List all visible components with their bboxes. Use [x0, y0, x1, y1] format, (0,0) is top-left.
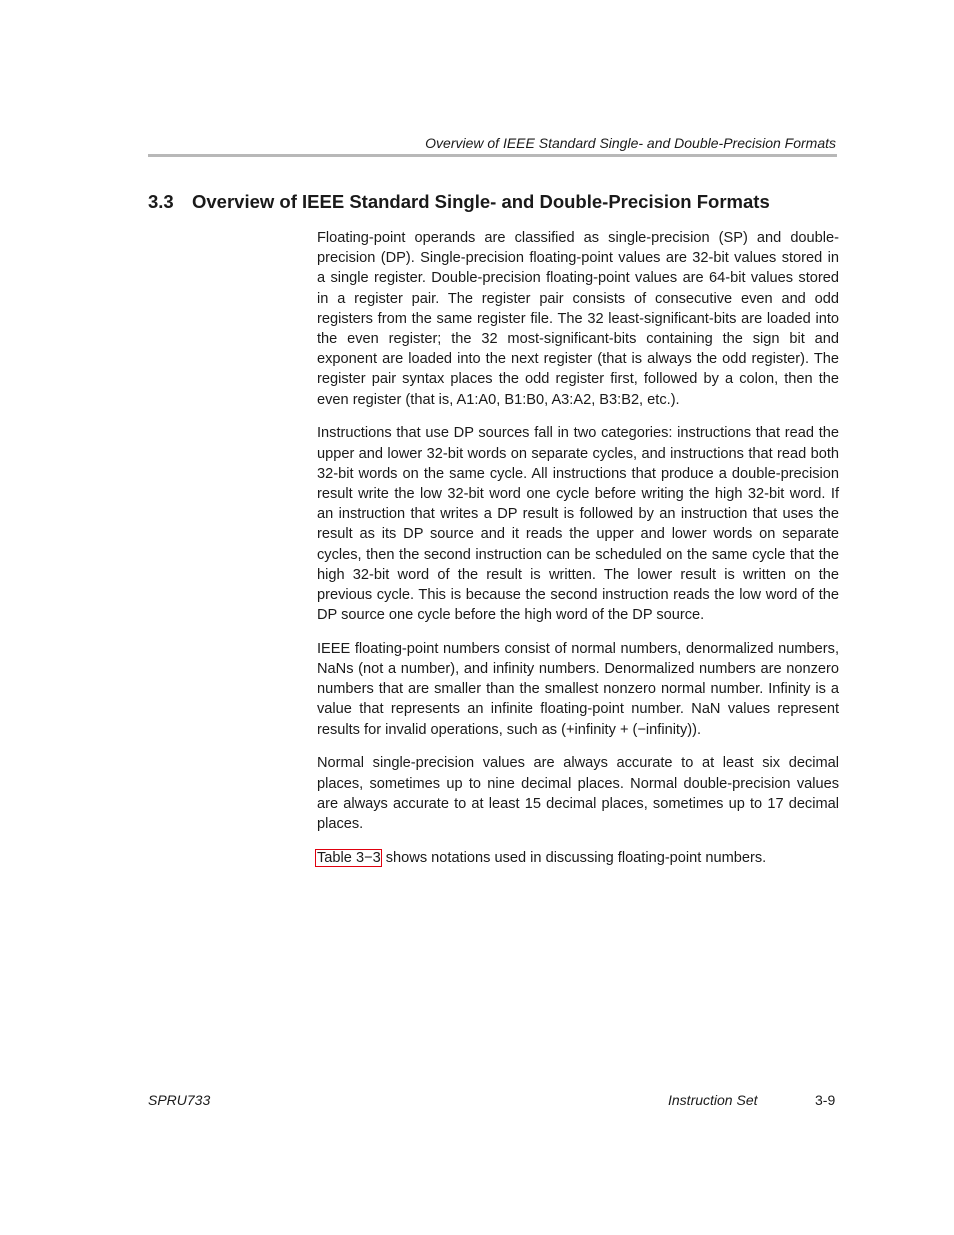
paragraph-ieee-numbers: IEEE floating-point numbers consist of normal numbers, denormalized numbers, NaNs (not a number), and infinity numbers. Denormalized numbers are nonzero numbers that are smaller than the smallest nonzero normal number. Infinity is a value that represents an infinite floating-point number. NaN values represent results for invalid operations, such as (+infinity + (−infinity)). — [317, 640, 839, 738]
paragraph-sp-dp-formats: Floating-point operands are classified as single-precision (SP) and double-precision (DP). Single-precision floating-point values are 32-bit values stored in a single register. Double-precision floating-point values are 64-bit values stored in a register pair. The register pair consists of consecutive even and odd registers from the same register file. The 32 least-significant-bits are loaded into the even register; the 32 most-significant-bits containing the sign bit and exponent are loaded into the next register (that is always the odd register). The register pair syntax places the odd register first, followed by a colon, then the even register (that is, A1:A0, B1:B0, A3:A2, B3:B2, etc.). — [317, 230, 839, 408]
footer-page-number: 3-9 — [815, 1092, 836, 1108]
table-3-3-link[interactable]: Table 3−3 — [317, 849, 381, 866]
paragraph-accuracy: Normal single-precision values are always accurate to at least six decimal places, sometimes up to nine decimal places. Normal double-precision values are always accurate to at least 15 decimal places, sometimes up to 17 decimal places. — [317, 755, 839, 832]
section-number: 3.3 — [148, 191, 174, 212]
header-rule — [148, 154, 837, 157]
paragraph-dp-instructions: Instructions that use DP sources fall in two categories: instructions that read the upper and lower 32-bit words on separate cycles, and instructions that read both 32-bit words on the same cycle. All instructions that produce a double-precision result write the low 32-bit word one cycle before writing the high 32-bit word. If an instruction that writes a DP result is followed by an instruction that uses the result as its DP source and it reads the upper and lower words on separate cycles, then the second instruction can be scheduled on the same cycle that the high 32-bit word of the result is written. The lower result is written on the previous cycle. This is because the second instruction reads the low word of the DP source one cycle before the high word of the DP source. — [317, 425, 839, 624]
paragraph-table-reference — [317, 848, 839, 868]
running-header: Overview of IEEE Standard Single- and Double-Precision Formats — [425, 135, 836, 151]
table-reference-text: shows notations used in discussing floating-point numbers. — [381, 849, 767, 866]
section-title: Overview of IEEE Standard Single- and Double-Precision Formats — [192, 191, 770, 212]
footer-chapter: Instruction Set — [668, 1092, 758, 1108]
body-text — [317, 228, 839, 881]
section-heading — [148, 190, 848, 214]
footer-doc-id: SPRU733 — [148, 1092, 211, 1108]
